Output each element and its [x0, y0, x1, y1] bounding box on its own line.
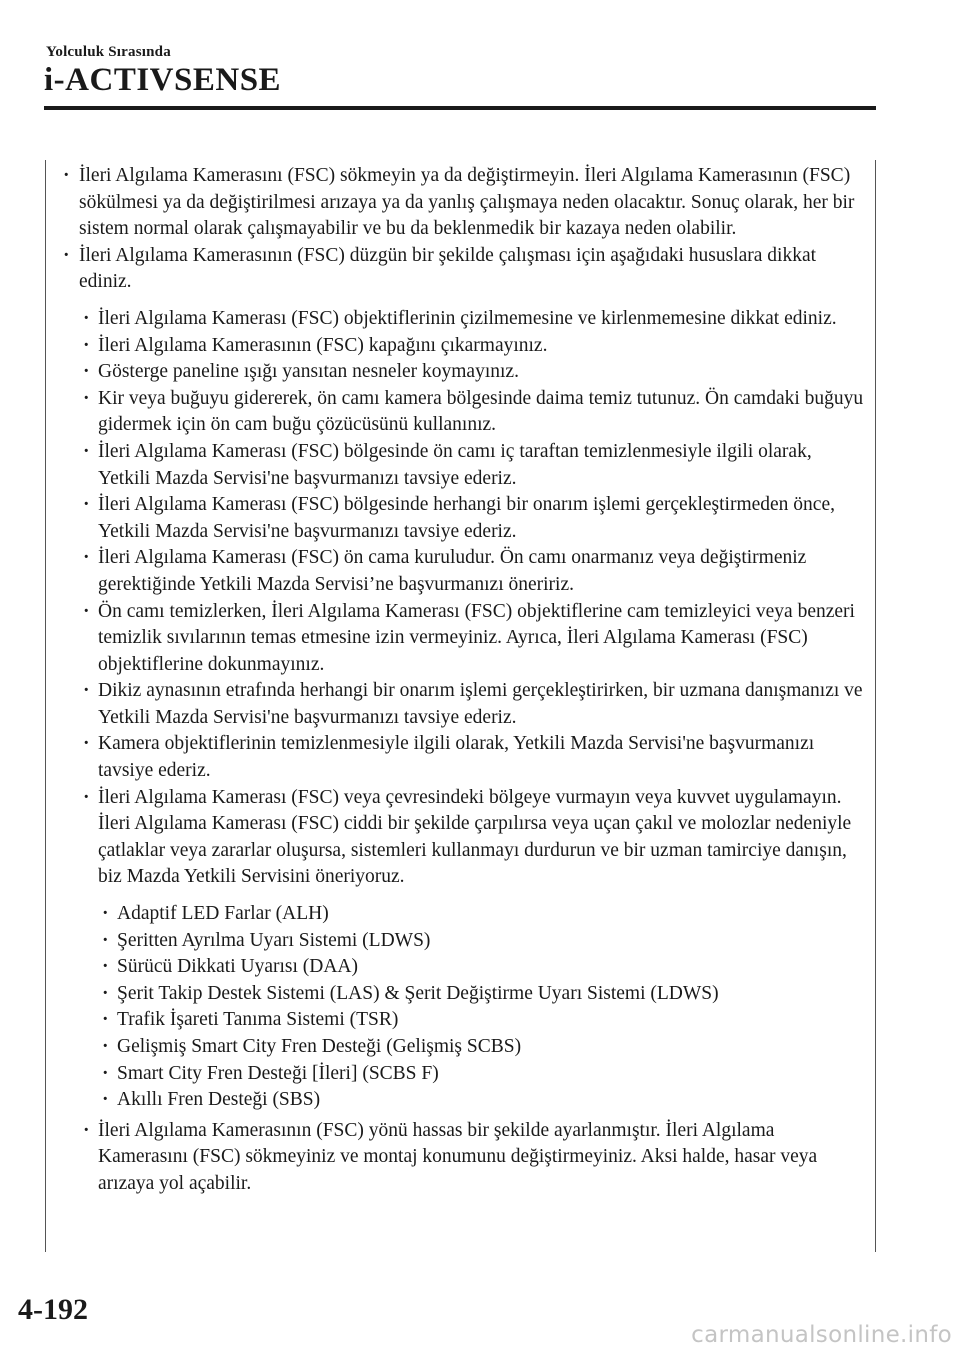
caution-content: [48, 163, 868, 1198]
bullet-icon: ·: [83, 1119, 90, 1141]
bullet-icon: ·: [83, 494, 90, 516]
bullet-icon: ·: [83, 440, 90, 462]
system-item-text: Sürücü Dikkati Uyarısı (DAA): [117, 956, 358, 978]
system-item-text: Smart City Fren Desteği [İleri] (SCBS F): [117, 1062, 439, 1084]
bullet-icon: ·: [102, 929, 109, 951]
section-label: Yolculuk Sırasında: [46, 44, 171, 60]
sub-item-text: İleri Algılama Kamerası (FSC) veya çevresindeki bölgeye vurmayın veya kuvvet uygulamayın. İleri Algılama Kamerası (FSC) ciddi bir şekilde çarpılırsa veya uçan çakıl ve molozlar nedeniyle çatlaklar veya zararlar oluşursa, sistemleri kullanmayı durdurun ve bir uzman tamirciye danışın, biz Mazda Yetkili Servisini öneriyoruz.: [98, 786, 852, 888]
system-item-text: Trafik İşareti Tanıma Sistemi (TSR): [117, 1009, 399, 1031]
bullet-icon: ·: [102, 1089, 109, 1111]
sub-item-text: İleri Algılama Kamerası (FSC) bölgesinde herhangi bir onarım işlemi gerçekleştirmeden önce, Yetkili Mazda Servisi'ne başvurmanızı tavsiye ederiz.: [98, 494, 835, 542]
sub-item-text: İleri Algılama Kamerası (FSC) objektiflerinin çizilmemesine ve kirlenmemesine dikkat ediniz.: [98, 307, 837, 329]
sub-item-text: İleri Algılama Kamerasının (FSC) kapağını çıkarmayınız.: [98, 334, 548, 356]
bullet-icon: ·: [83, 334, 90, 356]
list-item-text: İleri Algılama Kamerasının (FSC) düzgün bir şekilde çalışması için aşağıdaki hususlara dikkat ediniz.: [79, 244, 817, 293]
sub-list-item: [48, 492, 868, 545]
sub-list: [48, 306, 868, 1198]
bullet-icon: ·: [83, 547, 90, 569]
sub-item-text: Kamera objektiflerinin temizlenmesiyle ilgili olarak, Yetkili Mazda Servisi'ne başvurmanızı tavsiye ederiz.: [98, 733, 815, 782]
page-title: i-ACTIVSENSE: [44, 62, 282, 98]
system-item-text: Akıllı Fren Desteği (SBS): [117, 1089, 321, 1111]
bullet-icon: ·: [102, 982, 109, 1004]
systems-list: [48, 901, 868, 1114]
header-rule: [44, 106, 876, 110]
sub-item-text: İleri Algılama Kamerasının (FSC) yönü hassas bir şekilde ayarlanmıştır. İleri Algılama Kamerasını (FSC) sökmeyiniz ve montaj konumunu değiştirmeyiniz. Aksi halde, hasar veya arızaya yol açabilir.: [98, 1119, 818, 1194]
system-item: [48, 928, 868, 955]
bullet-icon: ·: [63, 165, 70, 186]
sub-item-text: İleri Algılama Kamerası (FSC) ön cama kuruludur. Ön camı onarmanız veya değiştirmeniz gerektiğinde Yetkili Mazda Servisi’ne başvurmanızı öneririz.: [98, 547, 807, 595]
bullet-icon: ·: [102, 1036, 109, 1057]
sub-list-item: [48, 386, 868, 439]
bullet-icon: ·: [102, 956, 109, 978]
bullet-icon: ·: [83, 786, 90, 808]
sub-item-text: Dikiz aynasının etrafında herhangi bir onarım işlemi gerçekleştirirken, bir uzmana danışmanızı ve Yetkili Mazda Servisi'ne başvurmanızı tavsiye ederiz.: [98, 680, 863, 728]
bullet-icon: ·: [102, 1062, 109, 1084]
list-item: [48, 163, 868, 243]
bullet-icon: ·: [63, 244, 70, 266]
system-item: [48, 1034, 868, 1061]
system-item-text: Gelişmiş Smart City Fren Desteği (Gelişmiş SCBS): [117, 1036, 522, 1057]
sub-list-item: [48, 678, 868, 731]
list-item: [48, 243, 868, 296]
system-item: [48, 1007, 868, 1034]
bullet-icon: ·: [83, 307, 90, 329]
system-item: [48, 1087, 868, 1114]
sub-item-text: Gösterge paneline ışığı yansıtan nesneler koymayınız.: [98, 361, 519, 383]
left-margin-line: [45, 160, 46, 1252]
system-item-text: Adaptif LED Farlar (ALH): [117, 903, 329, 925]
system-item-text: Şerit Takip Destek Sistemi (LAS) & Şerit Değiştirme Uyarı Sistemi (LDWS): [117, 982, 719, 1004]
system-item-text: Şeritten Ayrılma Uyarı Sistemi (LDWS): [117, 929, 431, 951]
sub-item-text: İleri Algılama Kamerası (FSC) bölgesinde ön camı iç taraftan temizlenmesiyle ilgili olarak, Yetkili Mazda Servisi'ne başvurmanızı tavsiye ederiz.: [98, 440, 812, 489]
sub-list-item: [48, 1118, 868, 1198]
sub-item-text: Kir veya buğuyu gidererek, ön camı kamera bölgesinde daima temiz tutunuz. Ön camdaki buğuyu gidermek için ön cam buğu çözücüsünü kullanınız.: [98, 387, 864, 436]
page-number: 4-192: [18, 1293, 88, 1326]
bullet-icon: ·: [83, 600, 90, 622]
bullet-icon: ·: [83, 361, 90, 383]
bullet-icon: ·: [83, 733, 90, 755]
bullet-icon: ·: [102, 903, 109, 925]
sub-list-item: [48, 439, 868, 492]
sub-list-item: [48, 306, 868, 333]
sub-list-item: [48, 545, 868, 598]
sub-item-text: Ön camı temizlerken, İleri Algılama Kamerası (FSC) objektiflerine cam temizleyici veya benzeri temizlik sıvılarının temas etmesine izin vermeyiniz. Ayrıca, İleri Algılama Kamerası (FSC) objektiflerine dokunmayınız.: [98, 600, 855, 675]
list-item-text: İleri Algılama Kamerasını (FSC) sökmeyin ya da değiştirmeyin. İleri Algılama Kamerasının (FSC) sökülmesi ya da değiştirilmesi arızaya ya da yanlış çalışmaya neden olacaktır. Sonuç olarak, her bir sistem normal olarak çalışmayabilir ve bu da beklenmedik bir kazaya neden olabilir.: [79, 165, 855, 240]
sub-list-item: [48, 731, 868, 784]
system-item: [48, 981, 868, 1008]
main-list: [48, 163, 868, 296]
watermark: carmanualsonline.info: [691, 1322, 952, 1348]
bullet-icon: ·: [102, 1009, 109, 1031]
sub-list-item: [48, 359, 868, 386]
sub-list-item: [48, 333, 868, 360]
bullet-icon: ·: [83, 680, 90, 702]
bullet-icon: ·: [83, 387, 90, 409]
system-item: [48, 954, 868, 981]
right-margin-line: [875, 160, 876, 1252]
sub-list-item: [48, 785, 868, 1114]
system-item: [48, 1061, 868, 1088]
sub-list-item: [48, 599, 868, 679]
system-item: [48, 901, 868, 928]
